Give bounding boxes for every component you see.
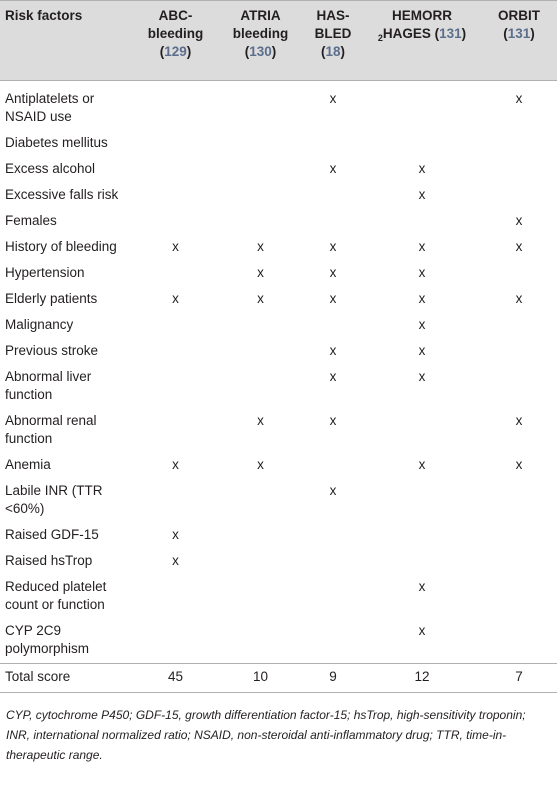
cell-hemorr2hages (363, 409, 481, 453)
cell-atria-bleeding (218, 549, 303, 575)
cell-abc-bleeding (133, 261, 218, 287)
cell-atria-bleeding (218, 87, 303, 131)
cell-orbit (481, 131, 557, 157)
cell-hemorr2hages (363, 549, 481, 575)
table-row (0, 87, 557, 131)
cell-has-bled: x (329, 265, 337, 280)
cell-orbit (481, 313, 557, 339)
risk-factor-label: Antiplatelets or NSAID use (5, 91, 95, 124)
reference-link[interactable]: 130 (249, 44, 272, 59)
cell-orbit (481, 549, 557, 575)
table-row (0, 313, 557, 339)
cell-orbit: x (515, 457, 523, 472)
total-has-bled: 9 (303, 664, 363, 693)
cell-hemorr2hages (363, 523, 481, 549)
cell-hemorr2hages: x (418, 317, 426, 332)
risk-factor-label: History of bleeding (5, 239, 117, 254)
cell-has-bled: x (329, 91, 337, 106)
header-atria-bleeding: ATRIA bleeding (130) (218, 1, 303, 81)
cell-hemorr2hages: x (418, 187, 426, 202)
cell-orbit (481, 183, 557, 209)
cell-atria-bleeding: x (257, 239, 264, 254)
cell-atria-bleeding (218, 575, 303, 619)
cell-abc-bleeding: x (172, 527, 179, 542)
header-abc-bleeding: ABC- bleeding (129) (133, 1, 218, 81)
cell-atria-bleeding (218, 365, 303, 409)
cell-hemorr2hages: x (418, 291, 426, 306)
table-row (0, 619, 557, 664)
table-row (0, 575, 557, 619)
total-score-row (0, 664, 557, 693)
cell-abc-bleeding (133, 157, 218, 183)
risk-factor-label: Females (5, 213, 57, 228)
risk-factor-label: Malignancy (5, 317, 74, 332)
table-footnote: CYP, cytochrome P450; GDF-15, growth differentiation factor-15; hsTrop, high-sensitivity troponin; INR, international normalized ratio; NSAID, non-steroidal anti-inflammatory drug; TTR, time-in-therapeutic range. (6, 708, 526, 762)
cell-orbit: x (515, 413, 523, 428)
cell-atria-bleeding (218, 523, 303, 549)
reference-link[interactable]: 129 (164, 44, 187, 59)
table-row (0, 235, 557, 261)
reference-link[interactable]: 18 (325, 44, 341, 59)
cell-hemorr2hages: x (418, 161, 426, 176)
cell-has-bled (303, 523, 363, 549)
cell-abc-bleeding (133, 131, 218, 157)
cell-has-bled (303, 575, 363, 619)
cell-atria-bleeding (218, 183, 303, 209)
table-row (0, 261, 557, 287)
cell-atria-bleeding (218, 619, 303, 664)
cell-atria-bleeding: x (257, 291, 264, 306)
table-header-row (0, 1, 557, 81)
table-row (0, 409, 557, 453)
cell-atria-bleeding: x (257, 457, 264, 472)
cell-orbit (481, 339, 557, 365)
cell-abc-bleeding (133, 313, 218, 339)
cell-orbit (481, 575, 557, 619)
table-row (0, 339, 557, 365)
risk-factor-label: Hypertension (5, 265, 85, 280)
cell-has-bled: x (329, 291, 337, 306)
cell-orbit (481, 157, 557, 183)
risk-factor-label: Previous stroke (5, 343, 99, 358)
risk-factor-label: Reduced platelet count or function (5, 579, 107, 612)
cell-has-bled: x (329, 483, 337, 498)
risk-factor-label: Excess alcohol (5, 161, 96, 176)
header-orbit: ORBIT (131) (481, 1, 557, 81)
cell-atria-bleeding: x (257, 413, 264, 428)
risk-factor-label: CYP 2C9 polymorphism (5, 623, 90, 656)
cell-has-bled: x (329, 343, 337, 358)
cell-abc-bleeding (133, 479, 218, 523)
cell-abc-bleeding: x (172, 239, 179, 254)
total-atria-bleeding: 10 (218, 664, 303, 693)
risk-factor-label: Raised GDF-15 (5, 527, 99, 542)
cell-hemorr2hages (363, 479, 481, 523)
cell-hemorr2hages (363, 131, 481, 157)
cell-has-bled: x (329, 413, 337, 428)
table-row (0, 131, 557, 157)
table-row (0, 287, 557, 313)
cell-hemorr2hages: x (418, 369, 426, 384)
cell-hemorr2hages: x (418, 239, 426, 254)
cell-orbit: x (515, 213, 523, 228)
cell-has-bled (303, 131, 363, 157)
cell-abc-bleeding (133, 619, 218, 664)
cell-abc-bleeding (133, 87, 218, 131)
risk-factor-label: Labile INR (TTR <60%) (5, 483, 103, 516)
cell-has-bled: x (329, 369, 337, 384)
cell-atria-bleeding (218, 157, 303, 183)
cell-abc-bleeding (133, 183, 218, 209)
cell-hemorr2hages (363, 209, 481, 235)
table-row (0, 157, 557, 183)
cell-hemorr2hages: x (418, 457, 426, 472)
total-abc-bleeding: 45 (133, 664, 218, 693)
header-risk-factors: Risk factors (0, 1, 133, 81)
cell-abc-bleeding (133, 575, 218, 619)
cell-atria-bleeding (218, 313, 303, 339)
cell-abc-bleeding (133, 365, 218, 409)
table-row (0, 479, 557, 523)
table-row (0, 523, 557, 549)
cell-hemorr2hages: x (418, 623, 426, 638)
cell-abc-bleeding (133, 339, 218, 365)
cell-orbit (481, 365, 557, 409)
cell-hemorr2hages (363, 87, 481, 131)
cell-hemorr2hages: x (418, 343, 426, 358)
table-row (0, 183, 557, 209)
risk-factor-label: Elderly patients (5, 291, 98, 306)
risk-factor-label: Excessive falls risk (5, 187, 119, 202)
cell-has-bled (303, 619, 363, 664)
cell-has-bled (303, 313, 363, 339)
total-orbit: 7 (481, 664, 557, 693)
cell-atria-bleeding: x (257, 265, 264, 280)
table-row (0, 549, 557, 575)
table-row (0, 209, 557, 235)
cell-orbit: x (515, 239, 523, 254)
cell-hemorr2hages: x (418, 265, 426, 280)
cell-orbit (481, 479, 557, 523)
cell-has-bled (303, 183, 363, 209)
cell-has-bled: x (329, 239, 337, 254)
cell-has-bled (303, 453, 363, 479)
cell-has-bled (303, 209, 363, 235)
cell-orbit (481, 261, 557, 287)
cell-orbit (481, 523, 557, 549)
cell-atria-bleeding (218, 339, 303, 365)
reference-link[interactable]: 131 (439, 26, 462, 41)
cell-atria-bleeding (218, 209, 303, 235)
cell-orbit (481, 619, 557, 664)
risk-factor-label: Diabetes mellitus (5, 135, 108, 150)
cell-has-bled (303, 549, 363, 575)
cell-abc-bleeding: x (172, 291, 179, 306)
cell-atria-bleeding (218, 479, 303, 523)
table-row (0, 365, 557, 409)
risk-factor-label: Anemia (5, 457, 51, 472)
risk-factor-label: Abnormal renal function (5, 413, 97, 446)
total-score-label: Total score (0, 664, 133, 693)
cell-hemorr2hages: x (418, 579, 426, 594)
cell-abc-bleeding: x (172, 553, 179, 568)
cell-has-bled: x (329, 161, 337, 176)
cell-abc-bleeding (133, 209, 218, 235)
cell-orbit: x (515, 291, 523, 306)
total-hemorr2hages: 12 (363, 664, 481, 693)
cell-orbit: x (515, 91, 523, 106)
risk-factor-label: Abnormal liver function (5, 369, 92, 402)
cell-abc-bleeding: x (172, 457, 179, 472)
cell-abc-bleeding (133, 409, 218, 453)
header-has-bled: HAS- BLED (18) (303, 1, 363, 81)
table-body (0, 81, 557, 693)
header-hemorr2hages: HEMORR $_2$HAGES (131) (363, 1, 481, 81)
reference-link[interactable]: 131 (507, 26, 531, 41)
table-row (0, 453, 557, 479)
cell-atria-bleeding (218, 131, 303, 157)
risk-factor-label: Raised hsTrop (5, 553, 93, 568)
